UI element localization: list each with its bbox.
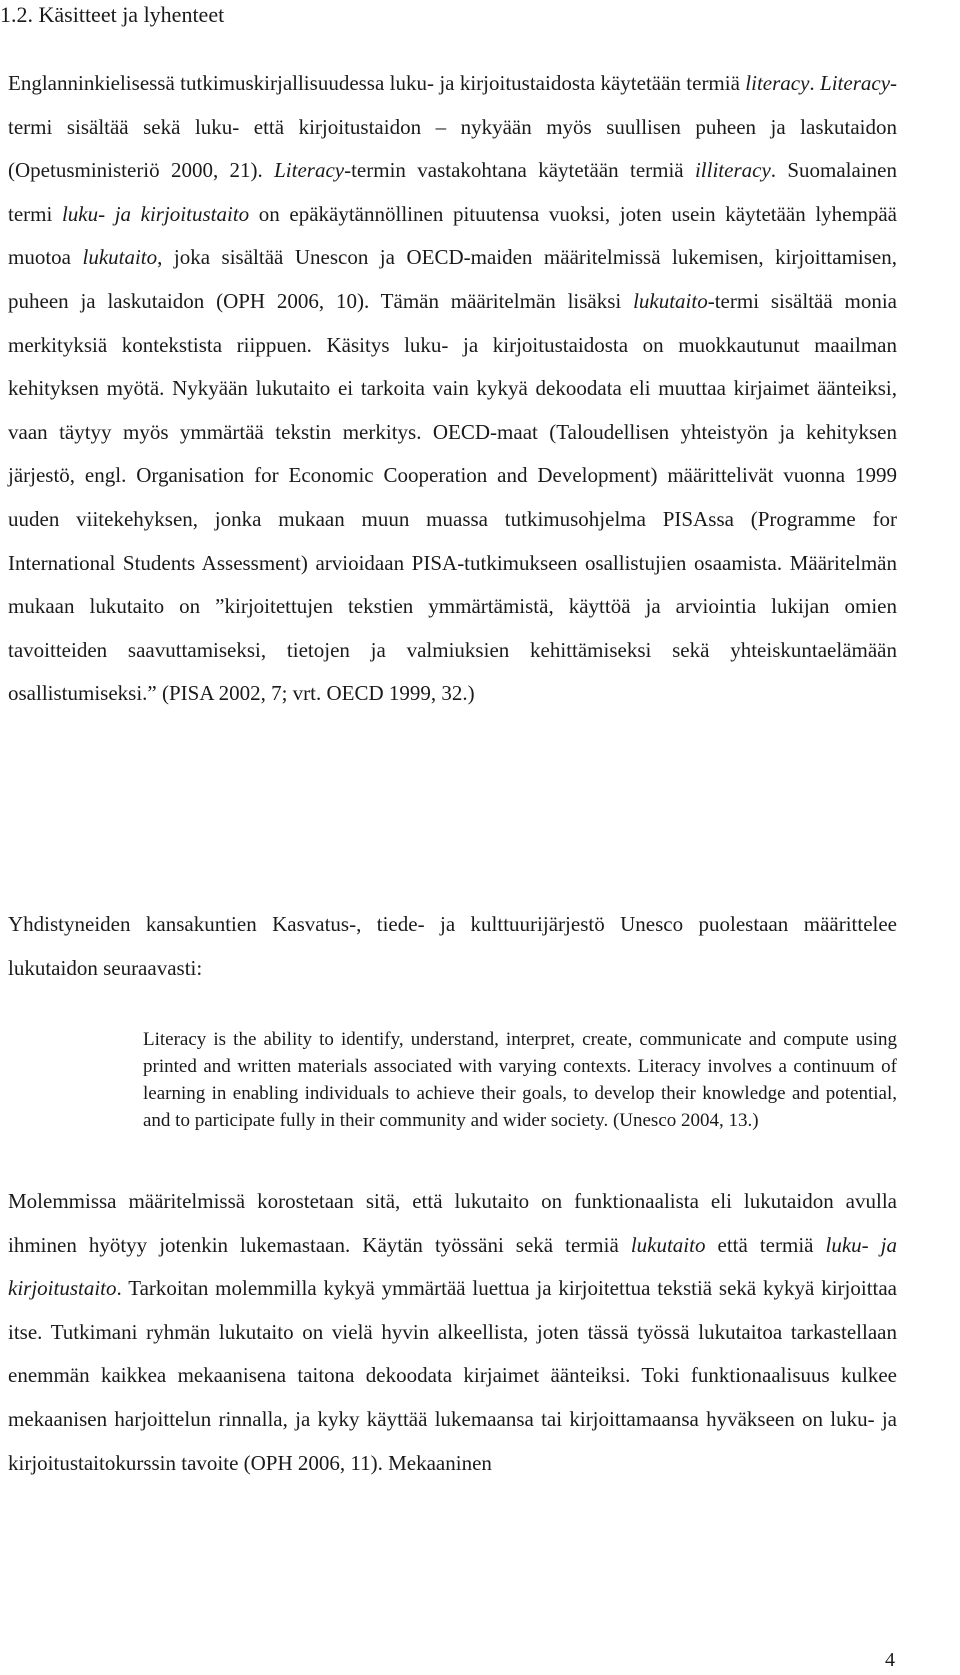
text-run: . Suomalainen termi (8, 158, 897, 226)
text-run: . (809, 71, 821, 95)
text-run: Molemmissa määritelmissä korostetaan sitä, että lukutaito on funktionaalista eli lukutaidon avulla ihminen hyötyy jotenkin lukemastaan. Käytän työssäni sekä termiä (8, 1189, 897, 1257)
italic-term: lukutaito (633, 288, 708, 313)
italic-term: Literacy (274, 158, 345, 183)
text-run: Englanninkielisessä tutkimuskirjallisuudessa luku- ja kirjoitustaidosta käytetään termiä (8, 71, 746, 95)
paragraph-1 (8, 62, 897, 716)
text-run: , joka sisältää Unescon ja OECD-maiden määritelmissä lukemisen, kirjoittamisen, puheen ja laskutaidon (OPH 2006, 10). Tämän määritelmän lisäksi (8, 245, 897, 313)
italic-term: illiteracy (694, 158, 771, 183)
italic-term: Literacy (820, 71, 891, 95)
italic-term: lukutaito (82, 245, 158, 270)
paragraph-3 (8, 1180, 897, 1485)
italic-term: lukutaito (630, 1232, 706, 1257)
section-heading: 1.2. Käsitteet ja lyhenteet (0, 2, 225, 27)
text-run: -termin vastakohtana käytetään termiä (344, 158, 695, 183)
page-number: 4 (885, 1649, 895, 1671)
text-run: että termiä (705, 1232, 826, 1257)
text-run: on epäkäytännöllinen pituutensa vuoksi, joten usein käytetään lyhempää muotoa (8, 201, 897, 270)
italic-term: literacy (745, 71, 810, 95)
text-run: -termi sisältää monia merkityksiä kontekstista riippuen. Käsitys luku- ja kirjoitustaidosta on muokkautunut maailman kehityksen myötä. Nykyään lukutaito ei tarkoita vain kykyä dekoodata eli muuttaa kirjaimet äänteiksi, vaan täytyy myös ymmärtää tekstin merkitys. OECD-maat (Taloudellisen yhteistyön ja kehityksen järjestö, engl. Organisation for Economic Cooperation and Development) määrittelivät vuonna 1999 uuden viitekehyksen, jonka mukaan muun muassa tutkimusohjelma PISAssa (Programme for International Students Assessment) arvioidaan PISA-tutkimukseen osallistujien osaamista. Määritelmän mukaan lukutaito on ”kirjoitettujen tekstien ymmärtämistä, käyttöä ja arviointia lukijan omien tavoitteiden saavuttamiseksi, tietojen ja valmiuksien kehittämiseksi sekä yhteiskuntaelämään osallistumiseksi.” (PISA 2002, 7; vrt. OECD 1999, 32.) (8, 288, 897, 706)
italic-term: luku- ja kirjoitustaito (8, 1232, 898, 1301)
paragraph-2: Yhdistyneiden kansakuntien Kasvatus-, tiede- ja kulttuurijärjestö Unesco puolestaan määrittelee lukutaidon seuraavasti: (8, 912, 897, 980)
block-quote: Literacy is the ability to identify, understand, interpret, create, communicate and compute using printed and written materials associated with varying contexts. Literacy involves a continuum of learning in enabling individuals to achieve their goals, to develop their knowledge and potential, and to participate fully in their community and wider society. (Unesco 2004, 13.) (143, 1029, 897, 1131)
italic-term: luku- ja kirjoitustaito (61, 201, 250, 226)
text-run: . Tarkoitan molemmilla kykyä ymmärtää luettua ja kirjoitettua tekstiä sekä kykyä kirjoittaa itse. Tutkimani ryhmän lukutaito on vielä hyvin alkeellista, joten tässä työssä lukutaitoa tarkastellaan enemmän kaikkea mekaanisena taitona dekoodata kirjaimet äänteiksi. Toki funktionaalisuus kulkee mekaanisen harjoittelun rinnalla, ja kyky käyttää lukemaansa tai kirjoittamaansa hyväkseen on luku- ja kirjoitustaitokurssin tavoite (OPH 2006, 11). Mekaaninen (8, 1276, 897, 1475)
text-run: -termi sisältää sekä luku- että kirjoitustaidon – nykyään myös suullisen puheen ja laskutaidon (Opetusministeriö 2000, 21). (8, 71, 898, 183)
